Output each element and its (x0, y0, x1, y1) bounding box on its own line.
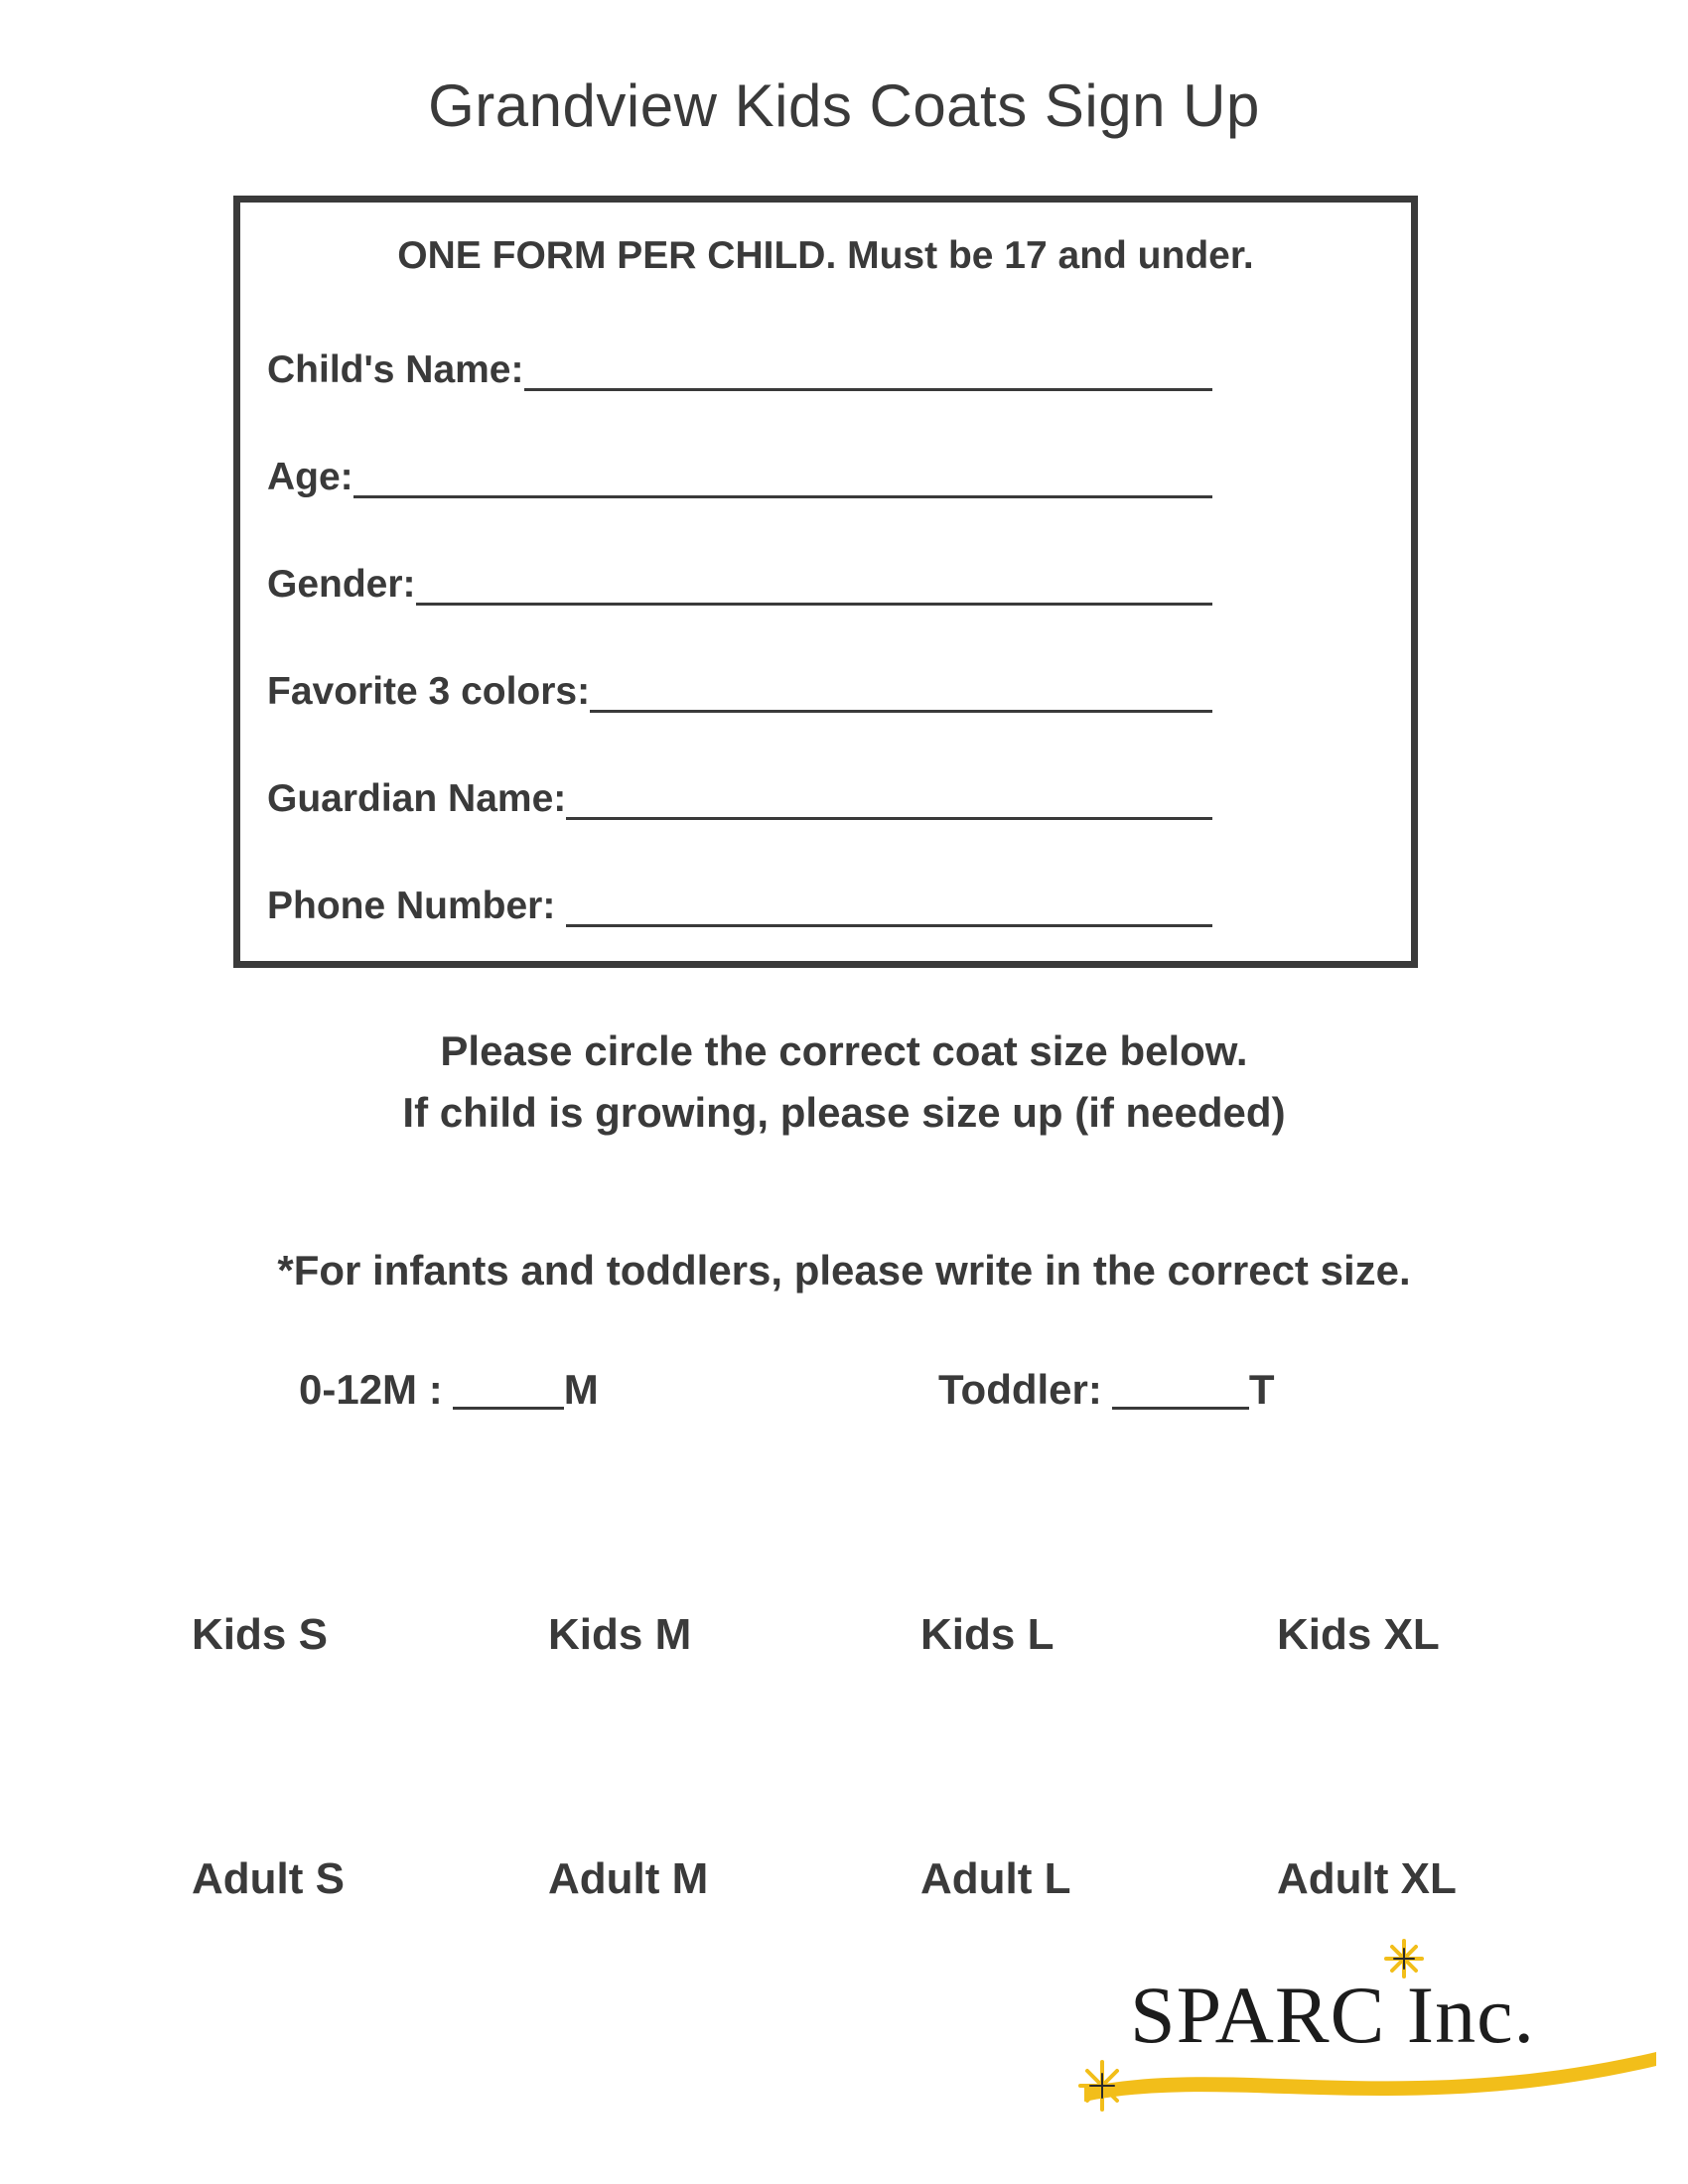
field-label-phone-number: Phone Number: (267, 885, 567, 928)
size-instructions-line2: If child is growing, please size up (if needed) (402, 1089, 1286, 1136)
sparc-logo-text: SPARC Inc. (1130, 1970, 1535, 2060)
infant-size-label: 0-12M : (299, 1366, 443, 1413)
fill-in-line (1112, 1370, 1249, 1410)
size-instructions-line1: Please circle the correct coat size below. (440, 1027, 1248, 1074)
field-childs-name (267, 343, 1212, 391)
spark-icon (1080, 2062, 1124, 2110)
page-title: Grandview Kids Coats Sign Up (428, 72, 1260, 139)
adult-size-row (192, 1854, 1641, 1904)
field-guardian-name (267, 772, 1212, 820)
size-option-adult-l: Adult L (920, 1854, 1071, 1903)
field-favorite-colors (267, 665, 1212, 713)
infant-size-label: Toddler: (938, 1366, 1102, 1413)
field-phone-number (267, 880, 1212, 927)
size-option-kids-l: Kids L (920, 1610, 1055, 1659)
infant-size-suffix: M (563, 1366, 599, 1413)
fill-in-line (524, 343, 1213, 391)
fill-in-line (416, 558, 1212, 606)
fill-in-line (353, 451, 1212, 498)
sparc-logo (1072, 1931, 1668, 2139)
sparc-logo-graphic (1072, 1931, 1668, 2139)
infant-toddler-note: *For infants and toddlers, please write in the correct size. (277, 1247, 1411, 1294)
infant-size-0-12m (299, 1368, 599, 1412)
field-label-favorite-colors: Favorite 3 colors: (267, 670, 591, 714)
field-label-gender: Gender: (267, 563, 416, 607)
infant-size-suffix: T (1248, 1366, 1275, 1413)
infant-size-toddler (938, 1368, 1275, 1412)
field-age (267, 451, 1212, 498)
field-label-childs-name: Child's Name: (267, 348, 524, 392)
child-info-box (233, 196, 1418, 968)
size-option-kids-m: Kids M (548, 1610, 692, 1659)
size-instructions (0, 1021, 1688, 1144)
size-option-adult-s: Adult S (192, 1854, 345, 1903)
field-label-age: Age: (267, 456, 353, 499)
size-option-adult-xl: Adult XL (1277, 1854, 1457, 1903)
infant-size-row (0, 1368, 1688, 1428)
size-option-adult-m: Adult M (548, 1854, 709, 1903)
fill-in-line (453, 1370, 564, 1410)
fill-in-line (566, 772, 1212, 820)
size-option-kids-s: Kids S (192, 1610, 328, 1659)
fill-in-line (566, 880, 1212, 927)
field-label-guardian-name: Guardian Name: (267, 777, 567, 821)
kids-size-row (192, 1610, 1641, 1660)
fill-in-line (590, 665, 1212, 713)
form-rule-header: ONE FORM PER CHILD. Must be 17 and under. (397, 234, 1254, 277)
field-gender (267, 558, 1212, 606)
size-option-kids-xl: Kids XL (1277, 1610, 1440, 1659)
spark-icon (1386, 1941, 1422, 1977)
